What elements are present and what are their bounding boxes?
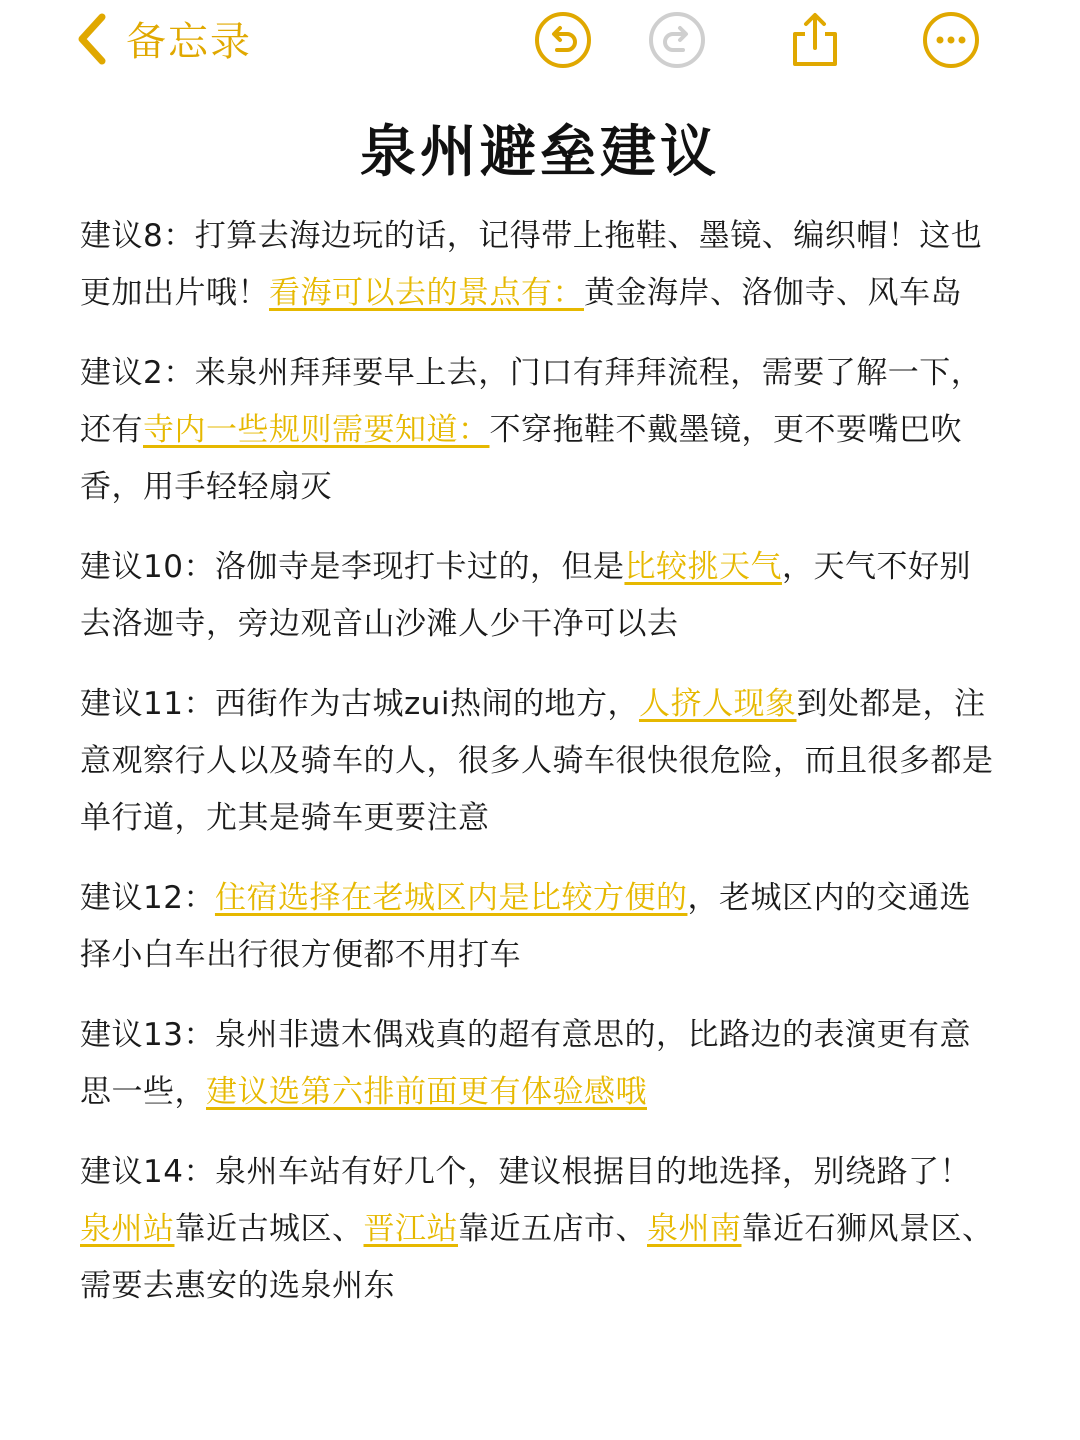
paragraph-text: ，老城区内的交通选择小白车出行很方便都不用打车 — [80, 880, 971, 973]
undo-button[interactable] — [533, 10, 593, 70]
paragraph-text: 建议8：打算去海边玩的话，记得带上拖鞋、墨镜、编织帽！这也更加出片哦！ — [80, 218, 983, 311]
back-button[interactable] — [72, 10, 252, 67]
paragraph-text: 建议13：泉州非遗木偶戏真的超有意思的，比路边的表演更有意思一些， — [80, 1017, 971, 1110]
share-button[interactable] — [785, 10, 845, 70]
highlighted-text: 比较挑天气 — [624, 549, 782, 585]
note-paragraph — [80, 539, 1000, 653]
back-label: 备忘录 — [126, 19, 252, 65]
paragraph-text: 到处都是，注意观察行人以及骑车的人，很多人骑车很快很危险，而且很多都是单行道，尤其是骑车更要注意 — [80, 686, 994, 836]
note-paragraph — [80, 345, 1000, 516]
paragraph-text: 黄金海岸、洛伽寺、风车岛 — [584, 275, 962, 311]
note-paragraph — [80, 676, 1000, 847]
paragraph-text: 靠近石狮风景区、需要去惠安的选泉州东 — [80, 1211, 994, 1304]
highlighted-text: 寺内一些规则需要知道： — [143, 412, 490, 448]
paragraph-text: 靠近古城区、 — [174, 1211, 364, 1247]
more-icon — [921, 10, 981, 70]
undo-icon — [533, 10, 593, 70]
highlighted-text: 看海可以去的景点有： — [269, 275, 584, 311]
highlighted-text: 住宿选择在老城区内是比较方便的 — [214, 880, 688, 916]
note-body[interactable] — [80, 208, 1000, 1338]
note-paragraph — [80, 1144, 1000, 1315]
more-button[interactable] — [921, 10, 981, 70]
toolbar — [0, 0, 1080, 90]
paragraph-text: 建议11：西街作为古城zui热闹的地方， — [80, 686, 639, 722]
paragraph-text: ，天气不好别去洛迦寺，旁边观音山沙滩人少干净可以去 — [80, 549, 971, 642]
paragraph-text: 建议10：洛伽寺是李现打卡过的，但是 — [80, 549, 625, 585]
highlighted-text: 人挤人现象 — [638, 686, 797, 722]
paragraph-text: 不穿拖鞋不戴墨镜，更不要嘴巴吹香，用手轻轻扇灭 — [80, 412, 962, 505]
paragraph-text: 建议2：来泉州拜拜要早上去，门口有拜拜流程，需要了解一下，还有 — [80, 355, 983, 448]
highlighted-text: 泉州站 — [80, 1211, 175, 1247]
paragraph-text: 建议12： — [80, 880, 215, 916]
highlighted-text: 晋江站 — [363, 1211, 458, 1247]
note-paragraph — [80, 1007, 1000, 1121]
note-paragraph — [80, 870, 1000, 984]
redo-icon — [647, 10, 707, 70]
redo-button[interactable] — [647, 10, 707, 70]
note-paragraph — [80, 208, 1000, 322]
chevron-left-icon — [72, 11, 112, 67]
paragraph-text: 靠近五店市、 — [458, 1211, 647, 1247]
highlighted-text: 建议选第六排前面更有体验感哦 — [206, 1074, 647, 1110]
note-title: 泉州避垒建议 — [360, 120, 720, 185]
share-icon — [785, 10, 845, 70]
paragraph-text: 建议14：泉州车站有好几个，建议根据目的地选择，别绕路了！ — [80, 1154, 971, 1190]
highlighted-text: 泉州南 — [647, 1211, 742, 1247]
